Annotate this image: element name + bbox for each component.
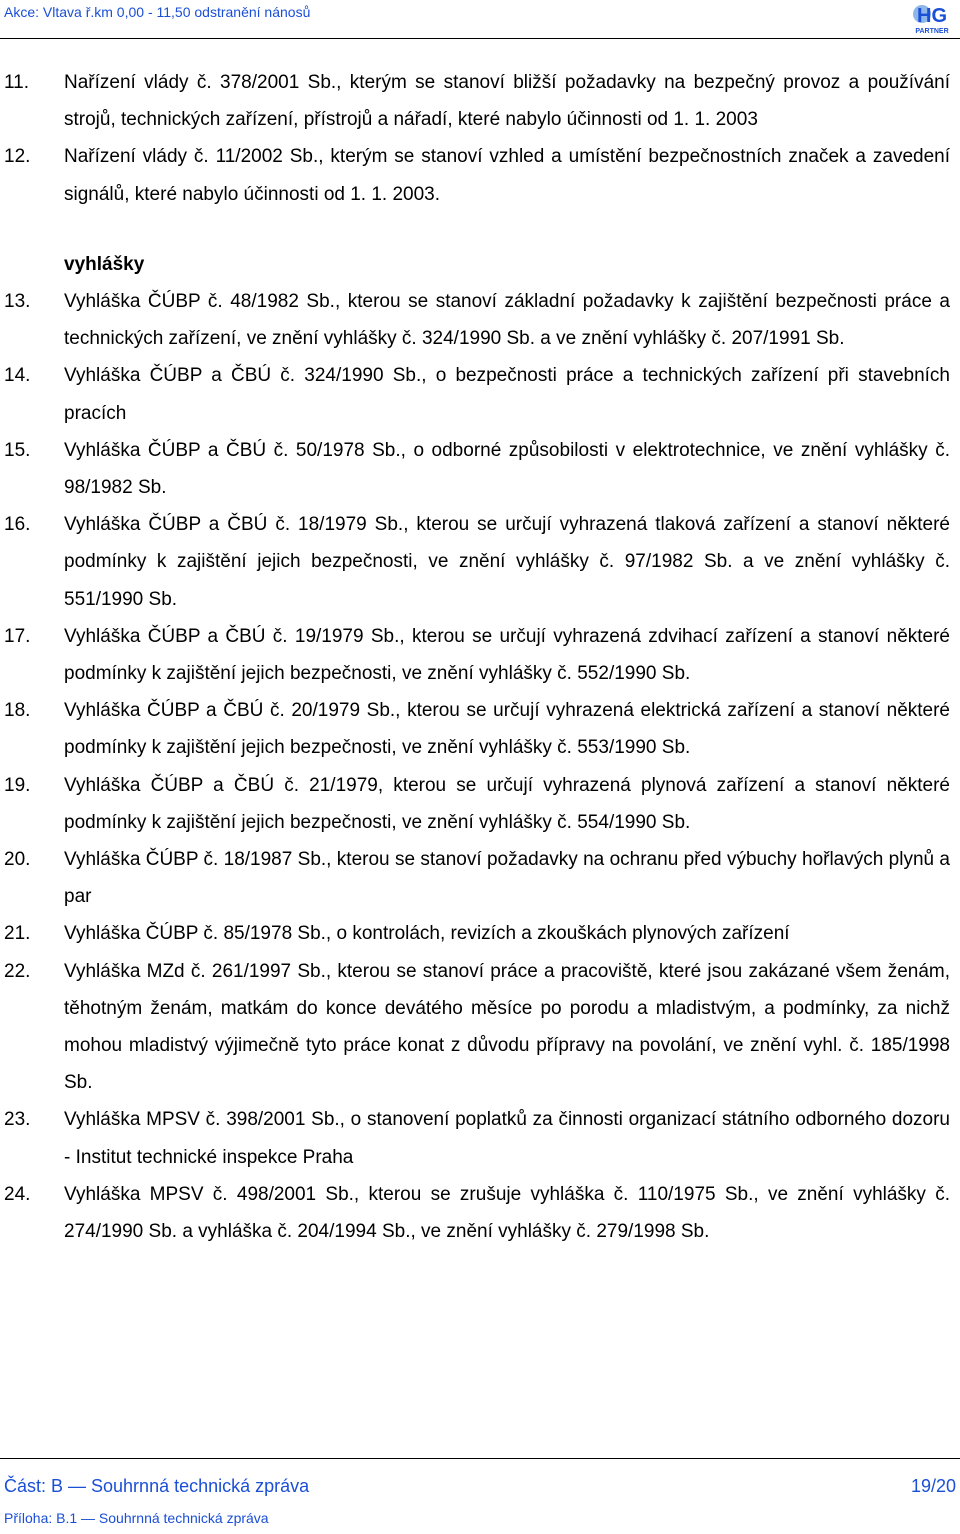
item-number: 19.: [4, 774, 31, 796]
item-number: 13.: [4, 291, 31, 313]
item-text: Vyhláška MPSV č. 398/2001 Sb., o stanovení poplatků za činnosti organizací státního odborného dozoru - Institut technické inspekce Praha: [64, 1109, 950, 1168]
header-title: Akce: Vltava ř.km 0,00 - 11,50 odstranění nánosů: [4, 4, 311, 20]
item-number: 23.: [4, 1109, 31, 1131]
item-text: Nařízení vlády č. 378/2001 Sb., kterým se stanoví bližší požadavky na bezpečný provoz a používání strojů, technických zařízení, přístrojů a nářadí, které nabylo účinnosti od 1. 1. 2003: [64, 72, 950, 131]
item-text: Vyhláška ČÚBP č. 85/1978 Sb., o kontrolách, revizích a zkouškách plynových zařízení: [64, 923, 790, 945]
item-number: 22.: [4, 960, 31, 982]
regulations-list: [4, 64, 950, 213]
item-text: Vyhláška ČÚBP a ČBÚ č. 50/1978 Sb., o odborné způsobilosti v elektrotechnice, ve znění vyhlášky č. 98/1982 Sb.: [64, 439, 950, 499]
item-number: 18.: [4, 700, 31, 722]
list-item: [4, 953, 950, 1102]
footer-divider: [0, 1458, 960, 1459]
item-text: Vyhláška ČÚBP a ČBÚ č. 324/1990 Sb., o bezpečnosti práce a technických zařízení při stavebních pracích: [64, 365, 950, 424]
item-number: 11.: [4, 72, 30, 93]
section-heading: vyhlášky: [64, 253, 145, 275]
footer-appendix: Příloha: B.1 — Souhrnná technická zpráva: [4, 1510, 269, 1526]
list-item: [4, 618, 950, 692]
list-item: [4, 841, 950, 915]
list-item: [4, 915, 950, 952]
item-number: 24.: [4, 1183, 31, 1205]
item-number: 12.: [4, 146, 31, 168]
item-number: 20.: [4, 849, 31, 871]
item-text: Vyhláška MZd č. 261/1997 Sb., kterou se stanoví práce a pracoviště, které jsou zakázané všem ženám, těhotným ženám, matkám do konce devátého měsíce po porodu a mladistvým, a podmínky, za nichž mohou mladistvý výjimečně tyto práce konat z důvodu přípravy na povolání, ve znění vyhl. č. 185/1998 Sb.: [64, 960, 950, 1094]
item-number: 21.: [4, 923, 31, 945]
list-item: [4, 283, 950, 357]
list-item: [4, 506, 950, 618]
list-item: [4, 357, 950, 431]
item-number: 17.: [4, 625, 31, 647]
list-item: [4, 138, 950, 212]
item-text: Vyhláška ČÚBP a ČBÚ č. 18/1979 Sb., kterou se určují vyhrazená tlaková zařízení a stanoví některé podmínky k zajištění jejich bezpečnosti, ve znění vyhlášky č. 97/1982 Sb. a ve znění vyhlášky č. 551/1990 Sb.: [64, 514, 950, 610]
item-text: Vyhláška MPSV č. 498/2001 Sb., kterou se zrušuje vyhláška č. 110/1975 Sb., ve znění vyhlášky č. 274/1990 Sb. a vyhláška č. 204/1994 Sb., ve znění vyhlášky č. 279/1998 Sb.: [64, 1183, 950, 1243]
list-item: [4, 692, 950, 766]
item-text: Vyhláška ČÚBP č. 18/1987 Sb., kterou se stanoví požadavky na ochranu před výbuchy hořlavých plynů a par: [64, 849, 950, 908]
item-number: 14.: [4, 365, 31, 387]
item-text: Vyhláška ČÚBP č. 48/1982 Sb., kterou se stanoví základní požadavky k zajištění bezpečnosti práce a technických zařízení, ve znění vyhlášky č. 324/1990 Sb. a ve znění vyhlášky č. 207/1991 Sb.: [64, 291, 950, 350]
logo-text: HG: [917, 5, 947, 27]
list-item: [4, 64, 950, 138]
list-item: [4, 1101, 950, 1175]
list-item: [4, 767, 950, 841]
decrees-list: [4, 283, 950, 1250]
item-text: Vyhláška ČÚBP a ČBÚ č. 21/1979, kterou se určují vyhrazená plynová zařízení a stanoví některé podmínky k zajištění jejich bezpečnosti, ve znění vyhlášky č. 554/1990 Sb.: [64, 774, 950, 833]
item-text: Vyhláška ČÚBP a ČBÚ č. 20/1979 Sb., kterou se určují vyhrazená elektrická zařízení a stanoví některé podmínky k zajištění jejich bezpečnosti, ve znění vyhlášky č. 553/1990 Sb.: [64, 700, 950, 759]
list-item: [4, 432, 950, 506]
header-divider: [0, 38, 960, 39]
document-content: [4, 64, 950, 1250]
item-number: 15.: [4, 439, 31, 461]
list-item: [4, 1176, 950, 1250]
hg-partner-logo: [908, 2, 954, 36]
logo-subtext: PARTNER: [915, 28, 949, 35]
item-text: Vyhláška ČÚBP a ČBÚ č. 19/1979 Sb., kterou se určují vyhrazená zdvihací zařízení a stanoví některé podmínky k zajištění jejich bezpečnosti, ve znění vyhlášky č. 552/1990 Sb.: [64, 625, 950, 685]
footer-page-number: 19/20: [910, 1476, 956, 1496]
footer-part: Část: B — Souhrnná technická zpráva: [4, 1476, 310, 1496]
item-text: Nařízení vlády č. 11/2002 Sb., kterým se stanoví vzhled a umístění bezpečnostních značek a zavedení signálů, které nabylo účinnosti od 1. 1. 2003.: [64, 146, 950, 205]
item-number: 16.: [4, 514, 31, 536]
